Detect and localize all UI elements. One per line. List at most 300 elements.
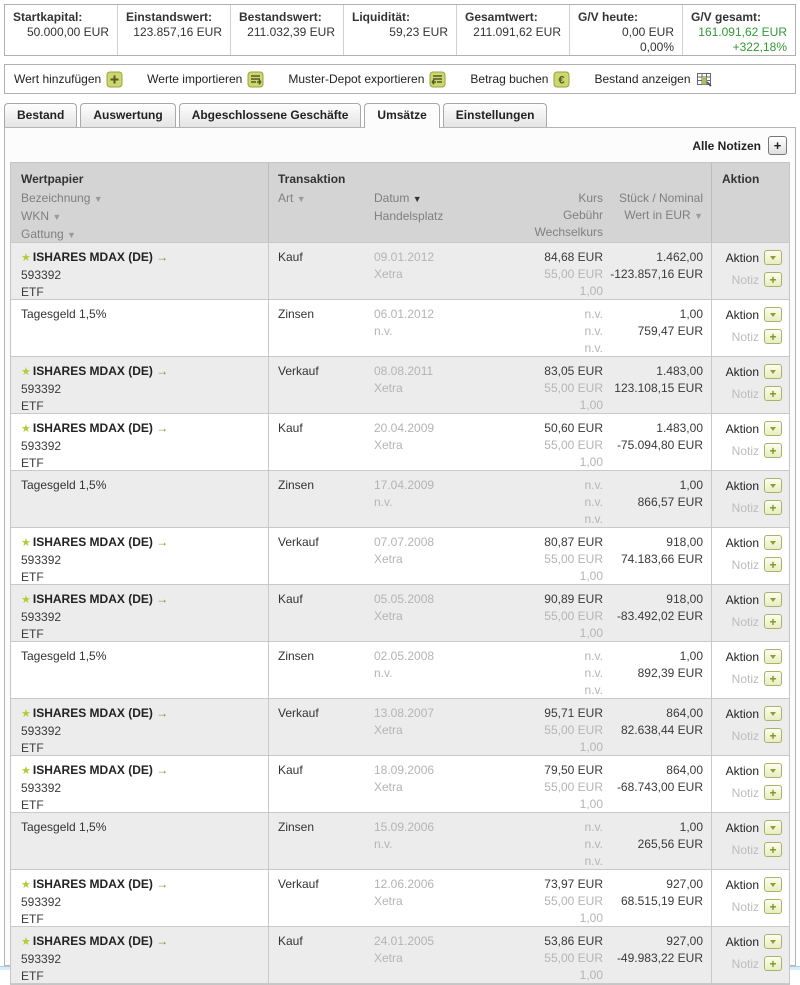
notiz-label: Notiz <box>731 785 759 800</box>
price: 90,89 EUR <box>544 592 603 606</box>
price: 50,60 EUR <box>544 421 603 435</box>
notes-row <box>5 128 795 162</box>
sort-bezeichnung[interactable]: Bezeichnung ▼ <box>21 191 103 205</box>
star-icon: ★ <box>21 366 31 378</box>
transaction-date: 24.01.2005 <box>374 934 435 948</box>
sort-wert-in-eur[interactable]: Wert in EUR ▼ <box>624 208 703 222</box>
value-eur: 892,39 EUR <box>637 666 703 680</box>
fee: 55,00 EUR <box>544 723 603 737</box>
trading-venue: n.v. <box>374 837 393 851</box>
transaction-date: 17.04.2009 <box>374 478 435 492</box>
toolbar-button-label: Werte importieren <box>147 72 243 86</box>
security-link[interactable] <box>21 933 268 951</box>
value-eur: -75.094,80 EUR <box>616 438 703 452</box>
sort-triangle-active-icon: ▼ <box>412 194 422 204</box>
table-row <box>11 357 789 414</box>
star-icon: ★ <box>21 594 31 606</box>
transaction-type: Zinsen <box>278 478 315 492</box>
toolbar-button[interactable] <box>470 71 570 88</box>
price: 84,68 EUR <box>544 250 603 264</box>
trading-venue: Xetra <box>374 438 403 452</box>
col-transaktion: Transaktion <box>278 172 346 186</box>
plus-icon: + <box>769 329 777 344</box>
table-row <box>11 528 789 585</box>
euro-icon <box>553 71 570 88</box>
chevron-down-icon <box>770 370 776 374</box>
tab-bestand[interactable]: Bestand <box>4 103 77 127</box>
depot-toolbar <box>4 64 796 94</box>
transaction-date: 06.01.2012 <box>374 307 435 321</box>
plus-icon: + <box>769 386 777 401</box>
summary-label: Startkapital: <box>13 10 83 24</box>
plus-icon: + <box>769 785 777 800</box>
notiz-label: Notiz <box>731 443 759 458</box>
toolbar-button[interactable] <box>14 71 123 88</box>
transaction-type: Verkauf <box>278 535 319 549</box>
trading-venue: n.v. <box>374 495 393 509</box>
transaction-date: 08.08.2011 <box>374 364 434 378</box>
chevron-down-icon <box>770 826 776 830</box>
value-eur: -83.492,02 EUR <box>616 609 703 623</box>
aktion-dropdown-button[interactable] <box>764 421 782 436</box>
value-eur: 866,57 EUR <box>637 495 703 509</box>
summary-item <box>231 5 344 55</box>
transaction-type: Zinsen <box>278 307 315 321</box>
toolbar-button[interactable] <box>594 71 712 88</box>
transaction-date: 18.09.2006 <box>374 763 435 777</box>
aktion-dropdown-button[interactable] <box>764 934 782 949</box>
plus-icon: + <box>769 956 777 971</box>
quantity: 864,00 <box>666 763 703 777</box>
security-wkn: 593392 <box>21 895 62 909</box>
summary-value: 161.091,62 EUR <box>698 25 787 39</box>
aktion-label: Aktion <box>725 820 759 835</box>
notiz-add-button[interactable] <box>764 671 782 686</box>
security-wkn: 593392 <box>21 610 62 624</box>
quantity: 1,00 <box>679 649 703 663</box>
notiz-label: Notiz <box>731 614 759 629</box>
svg-text:€: € <box>558 74 566 86</box>
summary-label: Bestandswert: <box>239 10 322 24</box>
chevron-down-icon <box>770 655 776 659</box>
toolbar-button-label: Betrag buchen <box>470 72 549 86</box>
arrow-right-icon: → <box>156 364 169 378</box>
security-wkn: 593392 <box>21 382 62 396</box>
transaction-date: 09.01.2012 <box>374 250 435 264</box>
security-name: ISHARES MDAX (DE) <box>32 877 153 891</box>
summary-label: Liquidität: <box>352 10 410 24</box>
aktion-label: Aktion <box>725 421 759 436</box>
exchange-rate: 1,00 <box>579 626 603 640</box>
arrow-right-icon: → <box>156 421 169 435</box>
export-icon <box>429 71 446 88</box>
exchange-rate: 1,00 <box>579 569 603 583</box>
add-icon <box>106 71 123 88</box>
transaction-type: Kauf <box>278 934 303 948</box>
price: n.v. <box>584 478 603 492</box>
security-gattung: ETF <box>21 456 44 470</box>
security-gattung: ETF <box>21 912 44 926</box>
notiz-add-button[interactable] <box>764 329 782 344</box>
aktion-label: Aktion <box>725 592 759 607</box>
plus-icon: + <box>769 272 777 287</box>
quantity: 1,00 <box>679 307 703 321</box>
transaction-date: 12.06.2006 <box>374 877 435 891</box>
aktion-dropdown-button[interactable] <box>764 763 782 778</box>
fee: n.v. <box>584 495 603 509</box>
chevron-down-icon <box>770 256 776 260</box>
aktion-label: Aktion <box>725 934 759 949</box>
chevron-down-icon <box>770 484 776 488</box>
col-aktion: Aktion <box>722 172 760 186</box>
notiz-add-button[interactable] <box>764 500 782 515</box>
security-name: ISHARES MDAX (DE) <box>32 592 153 606</box>
plus-icon: + <box>769 899 777 914</box>
aktion-dropdown-button[interactable] <box>764 706 782 721</box>
exchange-rate: n.v. <box>584 341 603 355</box>
notiz-add-button[interactable] <box>764 557 782 572</box>
sort-triangle-icon: ▼ <box>93 194 103 204</box>
tab-einstellungen[interactable]: Einstellungen <box>443 103 548 127</box>
notiz-add-button[interactable] <box>764 785 782 800</box>
quantity: 927,00 <box>666 934 703 948</box>
aktion-dropdown-button[interactable] <box>764 820 782 835</box>
star-icon: ★ <box>21 936 31 948</box>
table-row <box>11 756 789 813</box>
security-gattung: ETF <box>21 399 44 413</box>
exchange-rate: n.v. <box>584 512 603 526</box>
security-link[interactable] <box>21 534 268 552</box>
security-link[interactable] <box>21 591 268 609</box>
tab-umsaetze[interactable]: Umsätze <box>364 103 439 128</box>
notiz-add-button[interactable] <box>764 728 782 743</box>
security-name: ISHARES MDAX (DE) <box>32 421 153 435</box>
aktion-label: Aktion <box>725 877 759 892</box>
col-gebuehr: Gebühr <box>562 208 603 222</box>
arrow-right-icon: → <box>156 934 169 948</box>
value-eur: 123.108,15 EUR <box>614 381 703 395</box>
star-icon: ★ <box>21 708 31 720</box>
star-icon: ★ <box>21 879 31 891</box>
tab-abgeschlossene-geschaefte[interactable]: Abgeschlossene Geschäfte <box>179 103 362 127</box>
security-wkn: 593392 <box>21 268 62 282</box>
summary-item <box>570 5 683 55</box>
price: n.v. <box>584 307 603 321</box>
arrow-right-icon: → <box>156 706 169 720</box>
col-handelsplatz: Handelsplatz <box>374 209 444 223</box>
summary-label: Gesamtwert: <box>465 10 538 24</box>
exchange-rate: 1,00 <box>579 911 603 925</box>
quantity: 1,00 <box>679 478 703 492</box>
chevron-down-icon <box>770 712 776 716</box>
notiz-add-button[interactable] <box>764 443 782 458</box>
transaction-type: Verkauf <box>278 706 319 720</box>
exchange-rate: 1,00 <box>579 284 603 298</box>
summary-bar <box>4 4 796 56</box>
security-link[interactable] <box>21 705 268 723</box>
toolbar-button[interactable] <box>147 71 264 88</box>
security-name: Tagesgeld 1,5% <box>21 478 107 492</box>
sort-wkn[interactable]: WKN ▼ <box>21 209 62 223</box>
chevron-down-icon <box>770 541 776 545</box>
transaction-type: Verkauf <box>278 364 319 378</box>
summary-label: G/V heute: <box>578 10 639 24</box>
notiz-label: Notiz <box>731 899 759 914</box>
aktion-dropdown-button[interactable] <box>764 592 782 607</box>
price: 79,50 EUR <box>544 763 603 777</box>
value-eur: 82.638,44 EUR <box>620 723 703 737</box>
toolbar-button-label: Muster-Depot exportieren <box>288 72 425 86</box>
transactions-table <box>10 162 790 985</box>
notiz-label: Notiz <box>731 272 759 287</box>
transaction-date: 07.07.2008 <box>374 535 435 549</box>
table-row <box>11 471 789 528</box>
alle-notizen-label: Alle Notizen <box>692 138 761 153</box>
trading-venue: n.v. <box>374 324 393 338</box>
security-name: ISHARES MDAX (DE) <box>32 706 153 720</box>
plus-icon: + <box>769 557 777 572</box>
quantity: 864,00 <box>666 706 703 720</box>
table-row <box>11 300 789 357</box>
table-row <box>11 870 789 927</box>
sort-art[interactable]: Art ▼ <box>278 191 306 205</box>
umsaetze-panel <box>4 127 796 983</box>
security-name: ISHARES MDAX (DE) <box>32 934 153 948</box>
sort-triangle-icon: ▼ <box>67 230 76 240</box>
alle-notizen-expand-button[interactable]: + <box>768 136 787 155</box>
notiz-label: Notiz <box>731 842 759 857</box>
security-link <box>21 306 268 323</box>
chevron-down-icon <box>770 940 776 944</box>
sort-triangle-icon: ▼ <box>52 212 62 222</box>
exchange-rate: 1,00 <box>579 797 603 811</box>
notiz-add-button[interactable] <box>764 956 782 971</box>
summary-value: 50.000,00 EUR <box>26 25 109 39</box>
summary-value: 211.091,62 EUR <box>473 25 561 39</box>
quantity: 918,00 <box>666 535 703 549</box>
security-gattung: ETF <box>21 798 44 812</box>
fee: n.v. <box>584 324 603 338</box>
value-eur: 759,47 EUR <box>637 324 703 338</box>
price: n.v. <box>584 820 603 834</box>
plus-icon: + <box>769 842 777 857</box>
transaction-type: Zinsen <box>278 820 315 834</box>
transaction-type: Kauf <box>278 592 303 606</box>
summary-value: 0,00 EUR <box>621 25 674 39</box>
trading-venue: Xetra <box>374 381 403 395</box>
aktion-label: Aktion <box>725 307 759 322</box>
aktion-label: Aktion <box>725 649 759 664</box>
notiz-label: Notiz <box>731 671 759 686</box>
import-icon <box>247 71 264 88</box>
price: 73,97 EUR <box>544 877 603 891</box>
fee: n.v. <box>584 837 603 851</box>
table-body <box>11 243 789 984</box>
table-header <box>11 163 789 243</box>
arrow-right-icon: → <box>156 250 169 264</box>
chevron-down-icon <box>770 769 776 773</box>
security-name: Tagesgeld 1,5% <box>21 649 107 663</box>
security-wkn: 593392 <box>21 439 62 453</box>
fee: 55,00 EUR <box>544 609 603 623</box>
arrow-right-icon: → <box>156 877 169 891</box>
exchange-rate: 1,00 <box>579 455 603 469</box>
chevron-down-icon <box>770 427 776 431</box>
security-link <box>21 819 268 836</box>
price: 95,71 EUR <box>544 706 603 720</box>
plus-icon: + <box>769 614 777 629</box>
value-eur: 265,56 EUR <box>637 837 703 851</box>
security-name: ISHARES MDAX (DE) <box>32 364 153 378</box>
value-eur: -49.983,22 EUR <box>616 951 703 965</box>
security-name: Tagesgeld 1,5% <box>21 820 107 834</box>
price: 53,86 EUR <box>544 934 603 948</box>
transaction-type: Kauf <box>278 421 303 435</box>
quantity: 918,00 <box>666 592 703 606</box>
quantity: 1,00 <box>679 820 703 834</box>
notiz-label: Notiz <box>731 329 759 344</box>
transaction-date: 15.09.2006 <box>374 820 435 834</box>
plus-icon: + <box>769 500 777 515</box>
value-eur: 74.183,66 EUR <box>620 552 703 566</box>
trading-venue: Xetra <box>374 894 403 908</box>
security-gattung: ETF <box>21 570 44 584</box>
notiz-add-button[interactable] <box>764 899 782 914</box>
summary-value-2: 0,00% <box>639 40 674 54</box>
summary-label: Einstandswert: <box>126 10 213 24</box>
col-stueck-nominal: Stück / Nominal <box>618 191 703 205</box>
trading-venue: Xetra <box>374 552 403 566</box>
fee: 55,00 EUR <box>544 780 603 794</box>
aktion-label: Aktion <box>725 478 759 493</box>
notiz-label: Notiz <box>731 956 759 971</box>
summary-item <box>118 5 231 55</box>
table-row <box>11 813 789 870</box>
table-row <box>11 699 789 756</box>
transaction-date: 13.08.2007 <box>374 706 435 720</box>
chevron-down-icon <box>770 598 776 602</box>
aktion-label: Aktion <box>725 535 759 550</box>
summary-value: 211.032,39 EUR <box>247 25 335 39</box>
toolbar-button-label: Wert hinzufügen <box>14 72 102 86</box>
transaction-type: Kauf <box>278 763 303 777</box>
summary-item <box>344 5 457 55</box>
star-icon: ★ <box>21 252 31 264</box>
quantity: 1.483,00 <box>656 364 703 378</box>
chevron-down-icon <box>770 313 776 317</box>
exchange-rate: 1,00 <box>579 740 603 754</box>
col-kurs: Kurs <box>578 191 603 205</box>
aktion-label: Aktion <box>725 706 759 721</box>
exchange-rate: n.v. <box>584 683 603 697</box>
transaction-type: Kauf <box>278 250 303 264</box>
aktion-label: Aktion <box>725 250 759 265</box>
security-name: Tagesgeld 1,5% <box>21 307 107 321</box>
notiz-label: Notiz <box>731 728 759 743</box>
summary-value-2: +322,18% <box>732 40 787 54</box>
trading-venue: Xetra <box>374 780 403 794</box>
trading-venue: n.v. <box>374 666 393 680</box>
summary-value: 59,23 EUR <box>389 25 448 39</box>
transaction-type: Zinsen <box>278 649 315 663</box>
aktion-dropdown-button[interactable] <box>764 649 782 664</box>
security-gattung: ETF <box>21 285 44 299</box>
toolbar-button-label: Bestand anzeigen <box>594 72 691 86</box>
summary-label: G/V gesamt: <box>691 10 762 24</box>
trading-venue: Xetra <box>374 609 403 623</box>
notiz-add-button[interactable] <box>764 842 782 857</box>
arrow-right-icon: → <box>156 535 169 549</box>
fee: 55,00 EUR <box>544 381 603 395</box>
security-link <box>21 477 268 494</box>
transaction-type: Verkauf <box>278 877 319 891</box>
star-icon: ★ <box>21 423 31 435</box>
aktion-dropdown-button[interactable] <box>764 877 782 892</box>
table-row <box>11 414 789 471</box>
aktion-dropdown-button[interactable] <box>764 250 782 265</box>
tab-auswertung[interactable]: Auswertung <box>80 103 175 127</box>
security-name: ISHARES MDAX (DE) <box>32 535 153 549</box>
trading-venue: Xetra <box>374 267 403 281</box>
fee: 55,00 EUR <box>544 267 603 281</box>
trading-venue: Xetra <box>374 723 403 737</box>
sort-triangle-icon: ▼ <box>694 211 703 221</box>
plus-icon: + <box>769 728 777 743</box>
value-eur: 68.515,19 EUR <box>620 894 703 908</box>
aktion-label: Aktion <box>725 763 759 778</box>
aktion-label: Aktion <box>725 364 759 379</box>
chevron-down-icon <box>770 883 776 887</box>
security-link[interactable] <box>21 249 268 267</box>
security-link[interactable] <box>21 876 268 894</box>
grid-icon <box>696 71 713 88</box>
price: n.v. <box>584 649 603 663</box>
table-row <box>11 927 789 984</box>
notiz-add-button[interactable] <box>764 614 782 629</box>
security-link[interactable] <box>21 762 268 780</box>
notiz-add-button[interactable] <box>764 386 782 401</box>
notiz-add-button[interactable] <box>764 272 782 287</box>
aktion-dropdown-button[interactable] <box>764 364 782 379</box>
toolbar-button[interactable] <box>288 71 446 88</box>
fee: 55,00 EUR <box>544 438 603 452</box>
security-gattung: ETF <box>21 627 44 641</box>
table-row <box>11 642 789 699</box>
value-eur: -123.857,16 EUR <box>610 267 703 281</box>
aktion-dropdown-button[interactable] <box>764 307 782 322</box>
table-row <box>11 243 789 300</box>
security-link[interactable] <box>21 420 268 438</box>
tab-bar <box>4 103 800 127</box>
sort-gattung[interactable]: Gattung ▼ <box>21 227 76 241</box>
price: 80,87 EUR <box>544 535 603 549</box>
sort-datum[interactable]: Datum ▼ <box>374 191 422 205</box>
price: 83,05 EUR <box>544 364 603 378</box>
quantity: 1.483,00 <box>656 421 703 435</box>
fee: 55,00 EUR <box>544 552 603 566</box>
aktion-dropdown-button[interactable] <box>764 535 782 550</box>
sort-triangle-icon: ▼ <box>296 194 306 204</box>
arrow-right-icon: → <box>156 592 169 606</box>
summary-value: 123.857,16 EUR <box>133 25 222 39</box>
col-wechselkurs: Wechselkurs <box>534 225 603 239</box>
aktion-dropdown-button[interactable] <box>764 478 782 493</box>
security-wkn: 593392 <box>21 553 62 567</box>
notiz-label: Notiz <box>731 500 759 515</box>
summary-item <box>683 5 795 55</box>
security-link[interactable] <box>21 363 268 381</box>
notiz-label: Notiz <box>731 557 759 572</box>
